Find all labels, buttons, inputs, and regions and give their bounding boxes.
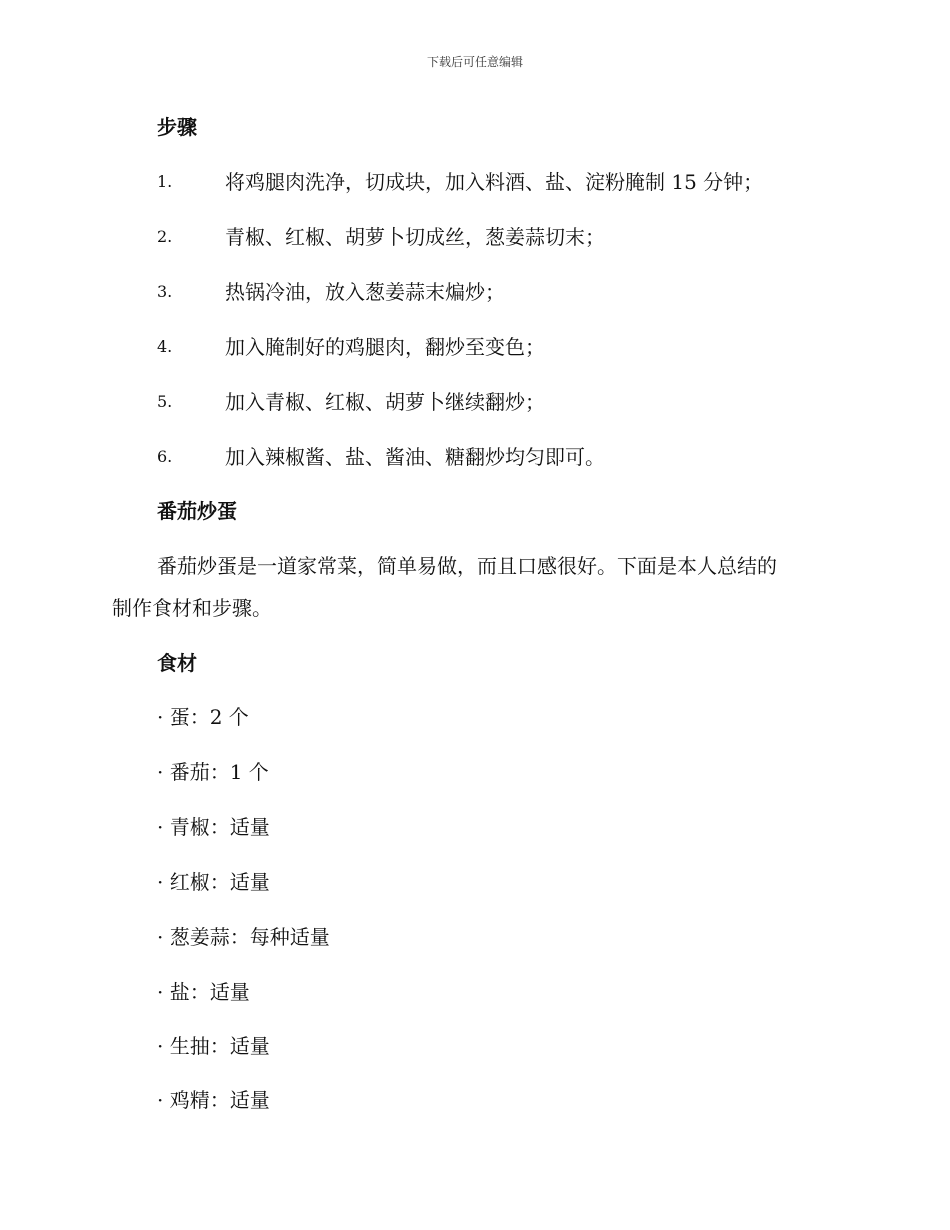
steps-heading: 步骤 <box>157 115 197 139</box>
step-item <box>0 330 950 364</box>
step-text: 加入青椒、红椒、胡萝卜继续翻炒； <box>225 390 545 414</box>
step-text: 热锅冷油，放入葱姜蒜末煸炒； <box>225 280 505 304</box>
step-item <box>0 275 950 309</box>
recipe-intro-line-1: 番茄炒蛋是一道家常菜，简单易做，而且口感很好。下面是本人总结的 <box>157 554 777 578</box>
step-number: 6. <box>157 447 173 466</box>
ingredient-item: · 生抽：适量 <box>157 1034 270 1058</box>
step-item <box>0 440 950 474</box>
step-item <box>0 220 950 254</box>
step-item <box>0 165 950 199</box>
step-number: 1. <box>157 172 173 191</box>
step-text: 将鸡腿肉洗净，切成块，加入料酒、盐、淀粉腌制 15 分钟； <box>225 170 764 194</box>
step-number: 3. <box>157 282 173 301</box>
page-header-note: 下载后可任意编辑 <box>426 55 523 69</box>
step-number: 2. <box>157 227 173 246</box>
recipe-title: 番茄炒蛋 <box>157 499 237 523</box>
recipe-intro-line-2: 制作食材和步骤。 <box>112 596 272 620</box>
ingredient-item: · 番茄：1 个 <box>157 760 269 784</box>
ingredient-item: · 蛋：2 个 <box>157 705 249 729</box>
ingredient-item: · 盐：适量 <box>157 980 250 1004</box>
ingredient-item: · 红椒：适量 <box>157 870 270 894</box>
step-item <box>0 385 950 419</box>
step-number: 4. <box>157 337 173 356</box>
ingredient-item: · 鸡精：适量 <box>157 1088 270 1112</box>
ingredient-item: · 青椒：适量 <box>157 815 270 839</box>
step-text: 加入辣椒酱、盐、酱油、糖翻炒均匀即可。 <box>225 445 605 469</box>
step-text: 青椒、红椒、胡萝卜切成丝，葱姜蒜切末； <box>225 225 605 249</box>
step-text: 加入腌制好的鸡腿肉，翻炒至变色； <box>225 335 545 359</box>
ingredients-heading: 食材 <box>157 651 197 675</box>
ingredient-item: · 葱姜蒜：每种适量 <box>157 925 330 949</box>
step-number: 5. <box>157 392 173 411</box>
